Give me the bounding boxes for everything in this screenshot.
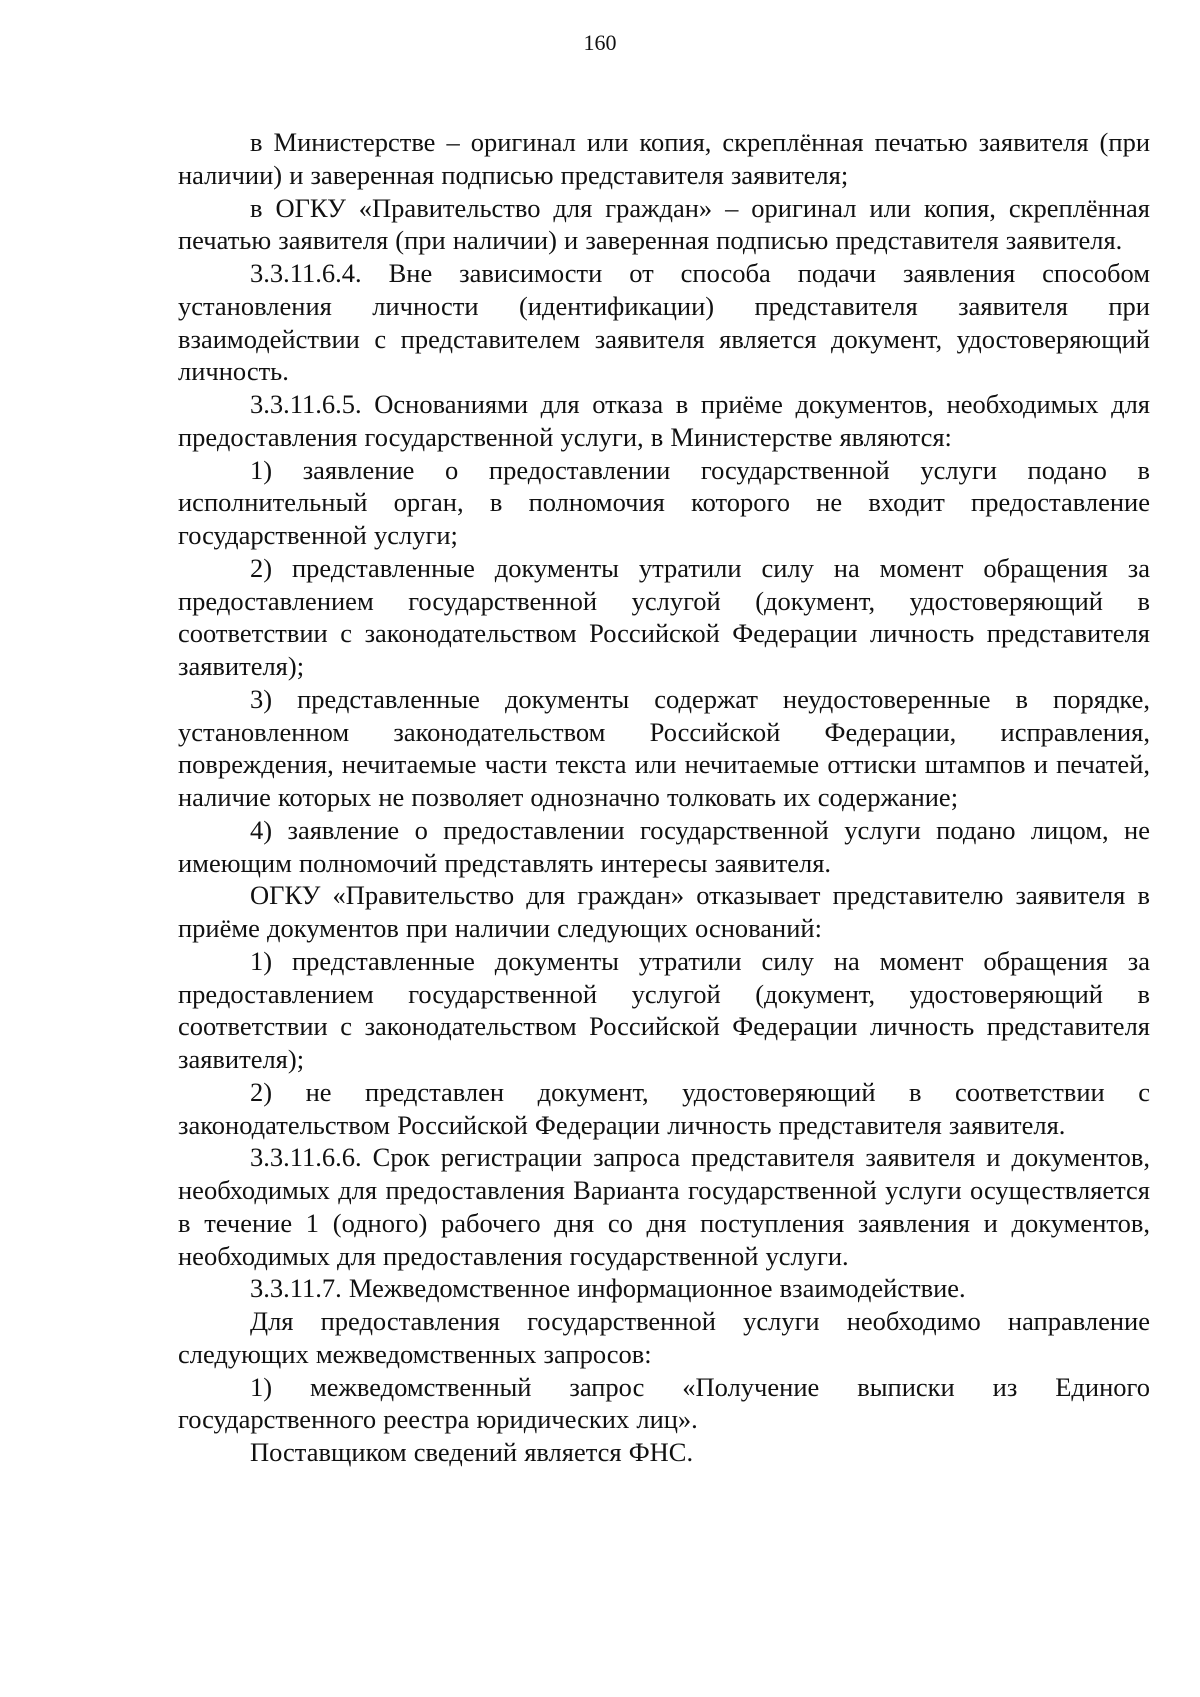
list-item-egrul-request: 1) межведомственный запрос «Получение выписки из Единого государственного реестра юридических лиц». — [178, 1371, 1150, 1435]
list-item-ogku-1: 1) представленные документы утратили силу на момент обращения за предоставлением государственной услугой (документ, удостоверяющий в соответствии с законодательством Российской Федерации личность представителя заявителя); — [178, 945, 1150, 1074]
list-item-ogku-2: 2) не представлен документ, удостоверяющий в соответствии с законодательством Российской Федерации личность представителя заявителя. — [178, 1076, 1150, 1140]
paragraph-3-3-11-7: 3.3.11.7. Межведомственное информационное взаимодействие. — [250, 1273, 966, 1304]
page-number: 160 — [583, 30, 617, 55]
list-item-ministry-4: 4) заявление о предоставлении государственной услуги подано лицом, не имеющим полномочий представлять интересы заявителя. — [178, 814, 1150, 878]
paragraph-ministry-original: в Министерстве – оригинал или копия, скреплённая печатью заявителя (при наличии) и заверенная подписью представителя заявителя; — [178, 127, 1150, 190]
list-item-ministry-3: 3) представленные документы содержат неудостоверенные в порядке, установленном законодательством Российской Федерации, исправления, повреждения, нечитаемые части текста или нечитаемые оттиски штампов и печатей, наличие которых не позволяет однозначно толковать их содержание; — [178, 683, 1150, 812]
paragraph-ogku-original: в ОГКУ «Правительство для граждан» – оригинал или копия, скреплённая печатью заявителя (при наличии) и заверенная подписью представителя заявителя. — [178, 192, 1150, 256]
paragraph-ogku-refusal: ОГКУ «Правительство для граждан» отказывает представителю заявителя в приёме документов при наличии следующих оснований: — [178, 880, 1150, 943]
list-item-ministry-1: 1) заявление о предоставлении государственной услуги подано в исполнительный орган, в полномочия которого не входит предоставление государственной услуги; — [178, 454, 1150, 550]
paragraph-3-3-11-6-5: 3.3.11.6.5. Основаниями для отказа в приёме документов, необходимых для предоставления государственной услуги, в Министерстве являются: — [178, 389, 1150, 452]
paragraph-interagency-requests: Для предоставления государственной услуги необходимо направление следующих межведомственных запросов: — [178, 1306, 1150, 1369]
paragraph-3-3-11-6-4: 3.3.11.6.4. Вне зависимости от способа подачи заявления способом установления личности (идентификации) представителя заявителя при взаимодействии с представителем заявителя является документ, удостоверяющий личность. — [178, 258, 1150, 387]
list-item-ministry-2: 2) представленные документы утратили силу на момент обращения за предоставлением государственной услугой (документ, удостоверяющий в соответствии с законодательством Российской Федерации личность представителя заявителя); — [178, 552, 1150, 681]
paragraph-data-provider: Поставщиком сведений является ФНС. — [250, 1437, 694, 1467]
paragraph-3-3-11-6-6: 3.3.11.6.6. Срок регистрации запроса представителя заявителя и документов, необходимых для предоставления Варианта государственной услуги осуществляется в течение 1 (одного) рабочего дня со дня поступления заявления и документов, необходимых для предоставления государственной услуги. — [178, 1142, 1150, 1271]
document-body — [178, 126, 1150, 1469]
